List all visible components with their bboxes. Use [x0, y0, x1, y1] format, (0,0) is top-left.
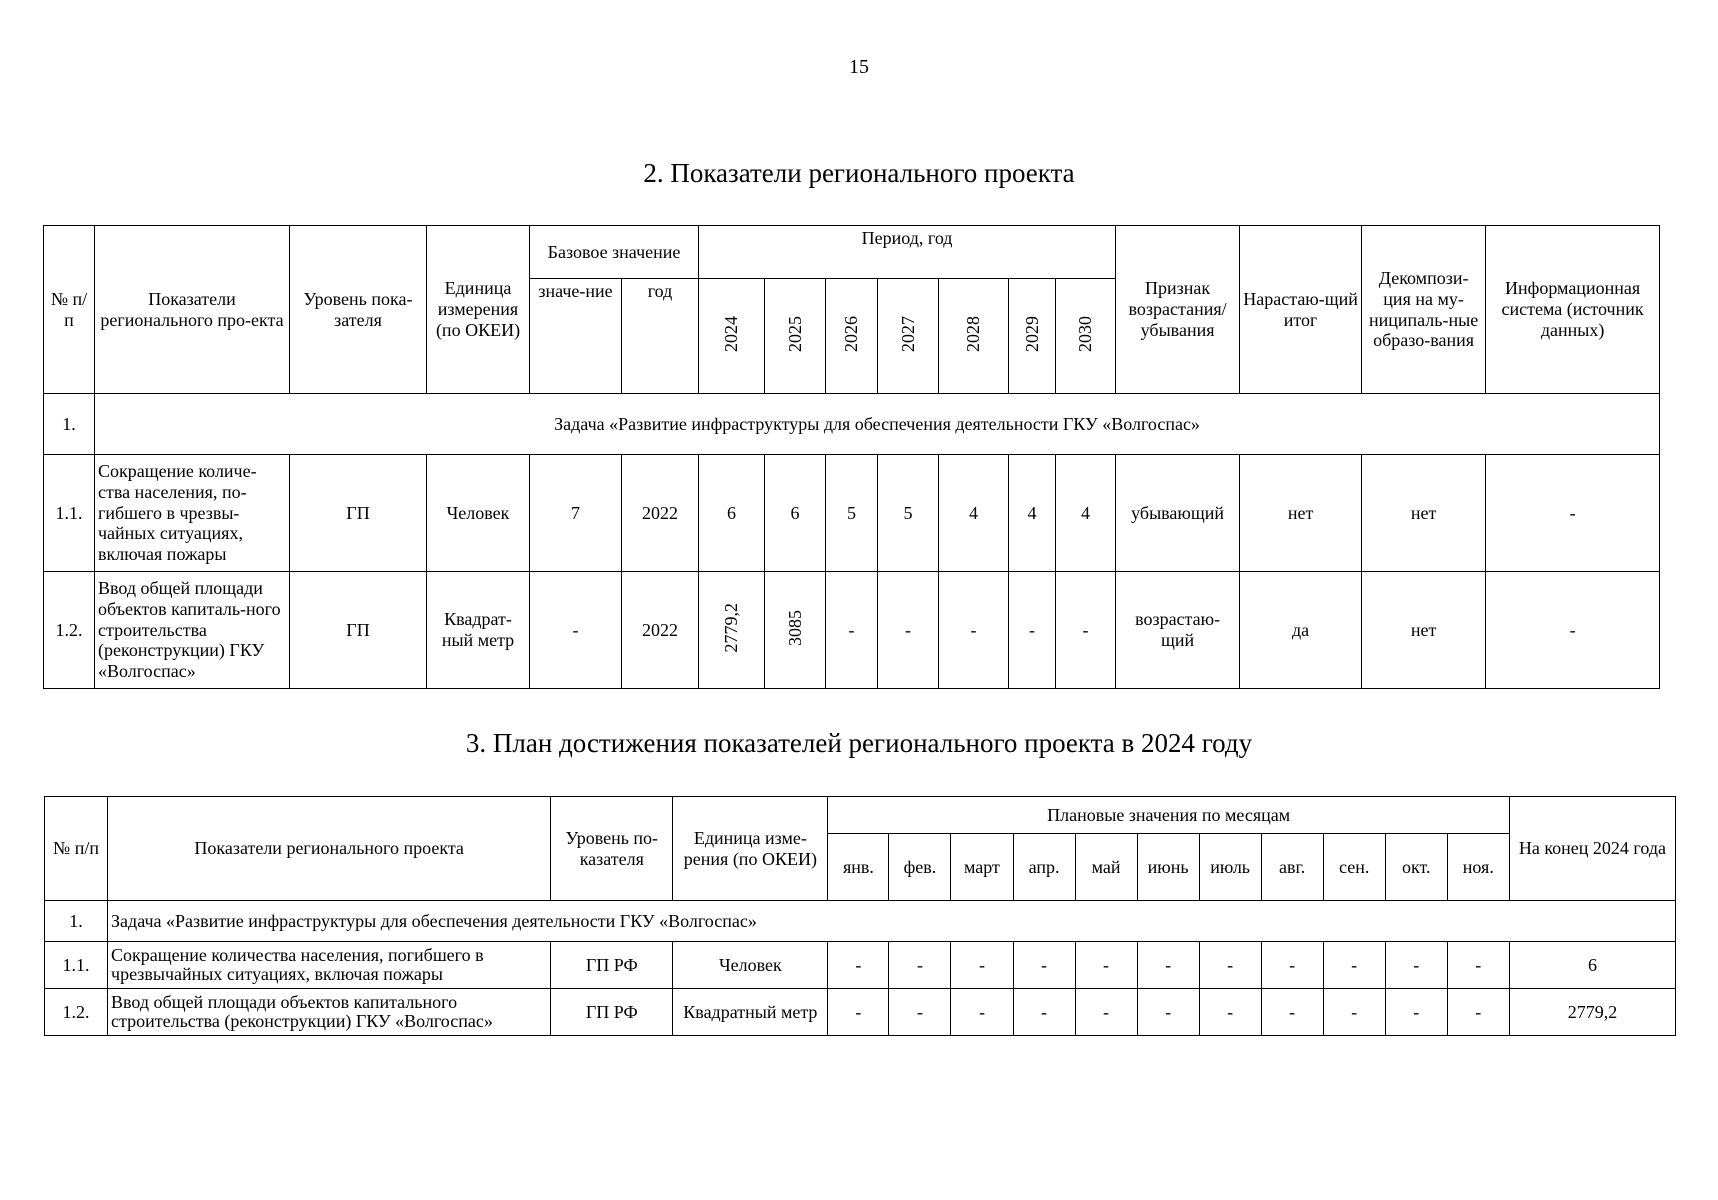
row-value-2024: 6: [699, 455, 765, 572]
row-level: ГП: [290, 455, 427, 572]
row-indicator: Ввод общей площади объектов капиталь-ного строительства (реконструкции) ГКУ «Волгоспас»: [95, 572, 290, 689]
row-level: ГП: [290, 572, 427, 689]
plan-cell: -: [889, 942, 951, 989]
header-decomposition: Декомпози-ция на му-ниципаль-ные образо-вания: [1362, 226, 1486, 394]
row-info-system: -: [1486, 572, 1660, 689]
indicators-table: [43, 225, 1660, 689]
header-base: Базовое значение: [530, 226, 699, 279]
plan-header-level: Уровень по-казателя: [551, 797, 673, 901]
task-text: Задача «Развитие инфраструктуры для обеспечения деятельности ГКУ «Волгоспас»: [95, 394, 1660, 455]
plan-header-unit: Единица изме-рения (по ОКЕИ): [673, 797, 828, 901]
plan-row-unit: Квадратный метр: [673, 989, 828, 1036]
task-num: 1.: [44, 394, 95, 455]
row-value-2030: -: [1056, 572, 1116, 689]
plan-cell: -: [1075, 942, 1137, 989]
plan-cell: -: [828, 989, 889, 1036]
row-unit: Человек: [427, 455, 530, 572]
month-mar: март: [951, 834, 1013, 901]
month-jan: янв.: [828, 834, 889, 901]
table-row: [44, 572, 1660, 689]
section-3-title: 3. План достижения показателей регионального проекта в 2024 году: [465, 728, 1253, 758]
plan-cell: -: [951, 942, 1013, 989]
row-value-2030: 4: [1056, 455, 1116, 572]
row-base-value: 7: [530, 455, 622, 572]
plan-row-level: ГП РФ: [551, 942, 673, 989]
plan-row-year-end: 2779,2: [1509, 989, 1675, 1036]
header-cumulative: Нарастаю-щий итог: [1240, 226, 1362, 394]
plan-cell: -: [1013, 989, 1075, 1036]
header-year-2027: 2027: [878, 279, 939, 394]
row-value-2025: 3085: [765, 572, 826, 689]
row-num: 1.2.: [44, 572, 95, 689]
plan-header-indicator: Показатели регионального проекта: [108, 797, 551, 901]
plan-cell: -: [889, 989, 951, 1036]
plan-cell: -: [1199, 989, 1261, 1036]
month-apr: апр.: [1013, 834, 1075, 901]
header-num: № п/п: [44, 226, 95, 394]
month-aug: авг.: [1261, 834, 1323, 901]
plan-row-indicator: Сокращение количества населения, погибшего в чрезвычайных ситуациях, включая пожары: [108, 942, 551, 989]
table-row: [44, 455, 1660, 572]
plan-cell: -: [951, 989, 1013, 1036]
plan-header-year-end: На конец 2024 года: [1509, 797, 1675, 901]
row-trend: убывающий: [1116, 455, 1240, 572]
header-indicator: Показатели регионального про-екта: [95, 226, 290, 394]
plan-cell: -: [1013, 942, 1075, 989]
plan-cell: -: [1385, 942, 1447, 989]
header-level: Уровень пока-зателя: [290, 226, 427, 394]
month-feb: фев.: [889, 834, 951, 901]
plan-row-year-end: 6: [1509, 942, 1675, 989]
plan-task-text: Задача «Развитие инфраструктуры для обеспечения деятельности ГКУ «Волгоспас»: [108, 901, 1676, 942]
row-num: 1.1.: [44, 455, 95, 572]
header-base-year: год: [622, 279, 699, 394]
plan-cell: -: [1447, 989, 1509, 1036]
table-row: [45, 989, 1676, 1036]
header-trend: Признак возрастания/ убывания: [1116, 226, 1240, 394]
header-base-value: значе-ние: [530, 279, 622, 394]
header-year-2030: 2030: [1056, 279, 1116, 394]
plan-cell: -: [1261, 989, 1323, 1036]
header-year-2024: 2024: [699, 279, 765, 394]
row-value-2027: -: [878, 572, 939, 689]
row-value-2029: -: [1009, 572, 1056, 689]
month-nov: ноя.: [1447, 834, 1509, 901]
row-indicator: Сокращение количе-ства населения, по-гибшего в чрезвы-чайных ситуациях, включая пожары: [95, 455, 290, 572]
plan-cell: -: [1323, 942, 1385, 989]
plan-cell: -: [1137, 942, 1199, 989]
month-may: май: [1075, 834, 1137, 901]
plan-cell: -: [1385, 989, 1447, 1036]
header-period: Период, год: [699, 226, 1116, 279]
header-year-2026: 2026: [826, 279, 878, 394]
header-unit: Единица измерения (по ОКЕИ): [427, 226, 530, 394]
row-value-2026: 5: [826, 455, 878, 572]
month-oct: окт.: [1385, 834, 1447, 901]
plan-row-indicator: Ввод общей площади объектов капитального строительства (реконструкции) ГКУ «Волгоспас»: [108, 989, 551, 1036]
month-jun: июнь: [1137, 834, 1199, 901]
row-value-2026: -: [826, 572, 878, 689]
row-base-year: 2022: [622, 572, 699, 689]
plan-cell: -: [1199, 942, 1261, 989]
plan-cell: -: [1323, 989, 1385, 1036]
plan-cell: -: [1447, 942, 1509, 989]
plan-task-num: 1.: [45, 901, 108, 942]
row-value-2024: 2779,2: [699, 572, 765, 689]
month-jul: июль: [1199, 834, 1261, 901]
month-sep: сен.: [1323, 834, 1385, 901]
row-value-2027: 5: [878, 455, 939, 572]
plan-row-level: ГП РФ: [551, 989, 673, 1036]
row-value-2029: 4: [1009, 455, 1056, 572]
plan-cell: -: [1075, 989, 1137, 1036]
row-decomposition: нет: [1362, 455, 1486, 572]
plan-cell: -: [1137, 989, 1199, 1036]
row-base-value: -: [530, 572, 622, 689]
page-number: 15: [849, 56, 869, 78]
header-year-2025: 2025: [765, 279, 826, 394]
header-year-2029: 2029: [1009, 279, 1056, 394]
row-cumulative: да: [1240, 572, 1362, 689]
section-2-title: 2. Показатели регионального проекта: [643, 158, 1075, 188]
row-value-2025: 6: [765, 455, 826, 572]
row-decomposition: нет: [1362, 572, 1486, 689]
plan-table: [44, 796, 1676, 1036]
plan-header-monthly: Плановые значения по месяцам: [828, 797, 1509, 834]
plan-row-num: 1.2.: [45, 989, 108, 1036]
plan-cell: -: [828, 942, 889, 989]
row-unit: Квадрат-ный метр: [427, 572, 530, 689]
plan-cell: -: [1261, 942, 1323, 989]
row-cumulative: нет: [1240, 455, 1362, 572]
row-info-system: -: [1486, 455, 1660, 572]
plan-row-unit: Человек: [673, 942, 828, 989]
plan-header-num: № п/п: [45, 797, 108, 901]
header-info-system: Информационная система (источник данных): [1486, 226, 1660, 394]
row-base-year: 2022: [622, 455, 699, 572]
row-value-2028: 4: [939, 455, 1009, 572]
row-trend: возрастаю-щий: [1116, 572, 1240, 689]
table-row: [45, 942, 1676, 989]
plan-row-num: 1.1.: [45, 942, 108, 989]
header-year-2028: 2028: [939, 279, 1009, 394]
row-value-2028: -: [939, 572, 1009, 689]
